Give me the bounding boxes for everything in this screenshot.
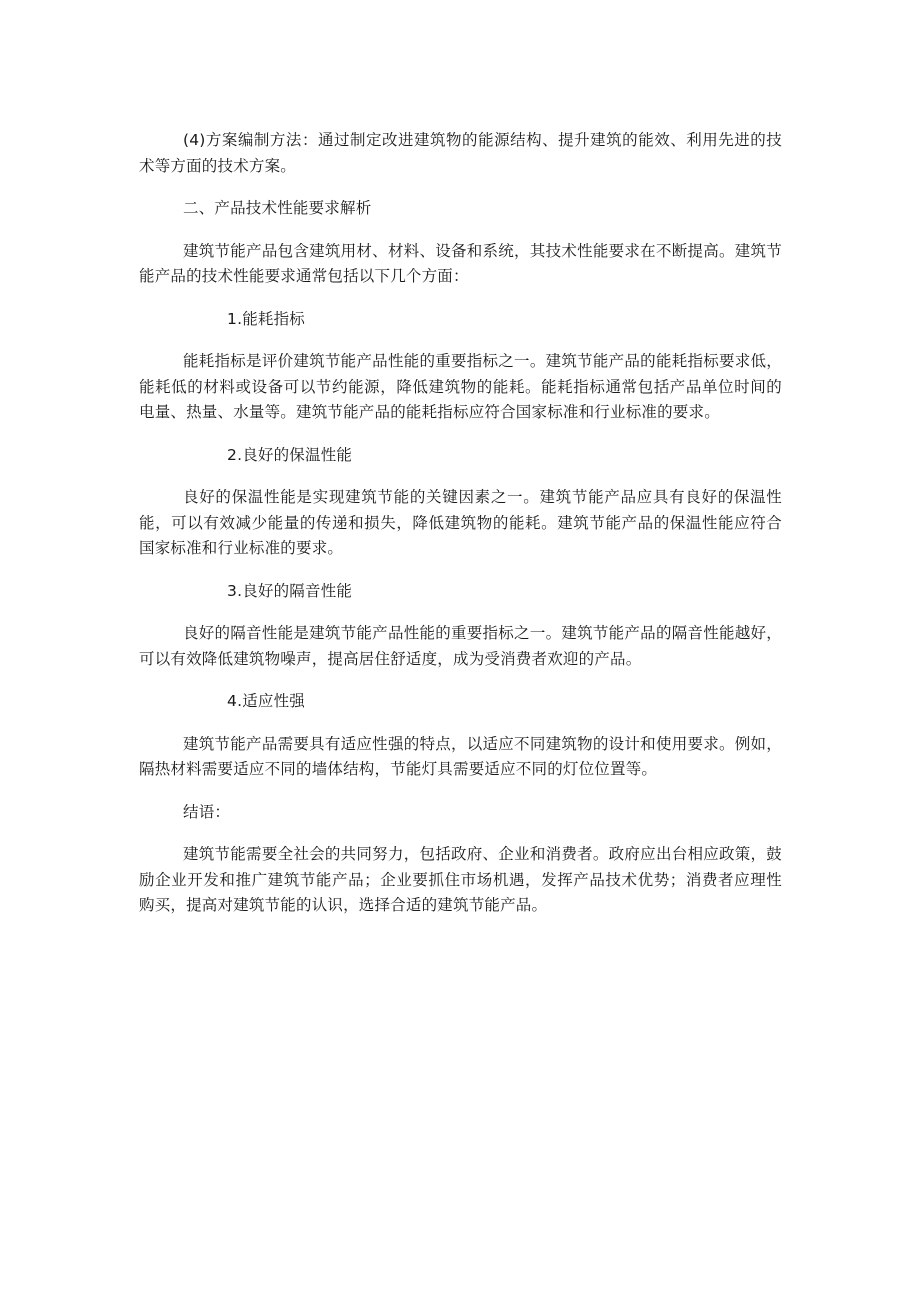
subheading-number: 3 bbox=[227, 581, 238, 600]
paragraph-intro: 建筑节能产品包含建筑用材、材料、设备和系统，其技术性能要求在不断提高。建筑节能产品的技术性能要求通常包括以下几个方面： bbox=[139, 241, 782, 285]
subheading-text: .良好的保温性能 bbox=[237, 445, 353, 464]
section-heading-2: 二、产品技术性能要求解析 bbox=[183, 199, 372, 217]
subheading-1 bbox=[139, 307, 782, 333]
subheading-4 bbox=[139, 689, 782, 715]
paragraph-adaptability: 建筑节能产品需要具有适应性强的特点，以适应不同建筑物的设计和使用要求。例如，隔热材料需要适应不同的墙体结构，节能灯具需要适应不同的灯位位置等。 bbox=[139, 734, 782, 778]
subheading-3 bbox=[139, 579, 782, 605]
paragraph-insulation: 良好的保温性能是实现建筑节能的关键因素之一。建筑节能产品应具有良好的保温性能，可以有效减少能量的传递和损失，降低建筑物的能耗。建筑节能产品的保温性能应符合国家标准和行业标准的要求。 bbox=[139, 488, 782, 557]
subheading-text: .良好的隔音性能 bbox=[237, 581, 353, 600]
subheading-text: .适应性强 bbox=[237, 692, 305, 710]
subheading-2 bbox=[139, 443, 782, 469]
paragraph-energy: 能耗指标是评价建筑节能产品性能的重要指标之一。建筑节能产品的能耗指标要求低，能耗低的材料或设备可以节约能源，降低建筑物的能耗。能耗指标通常包括产品单位时间的电量、热量、水量等。建筑节能产品的能耗指标应符合国家标准和行业标准的要求。 bbox=[139, 352, 782, 421]
conclusion-heading: 结语： bbox=[183, 802, 231, 821]
paragraph-soundproof: 良好的隔音性能是建筑节能产品性能的重要指标之一。建筑节能产品的隔音性能越好，可以有效降低建筑物噪声，提高居住舒适度，成为受消费者欢迎的产品。 bbox=[139, 624, 782, 668]
subheading-text: .能耗指标 bbox=[237, 309, 305, 328]
paragraph-conclusion: 建筑节能需要全社会的共同努力，包括政府、企业和消费者。政府应出台相应政策，鼓励企业开发和推广建筑节能产品；企业要抓住市场机遇，发挥产品技术优势；消费者应理性购买，提高对建筑节能的认识，选择合适的建筑节能产品。 bbox=[139, 845, 782, 914]
subheading-number: 1 bbox=[227, 309, 238, 328]
subheading-number: 2 bbox=[227, 445, 238, 464]
subheading-number: 4 bbox=[227, 692, 238, 710]
paragraph-method: (4)方案编制方法：通过制定改进建筑物的能源结构、提升建筑的能效、利用先进的技术等方面的技术方案。 bbox=[139, 131, 782, 175]
